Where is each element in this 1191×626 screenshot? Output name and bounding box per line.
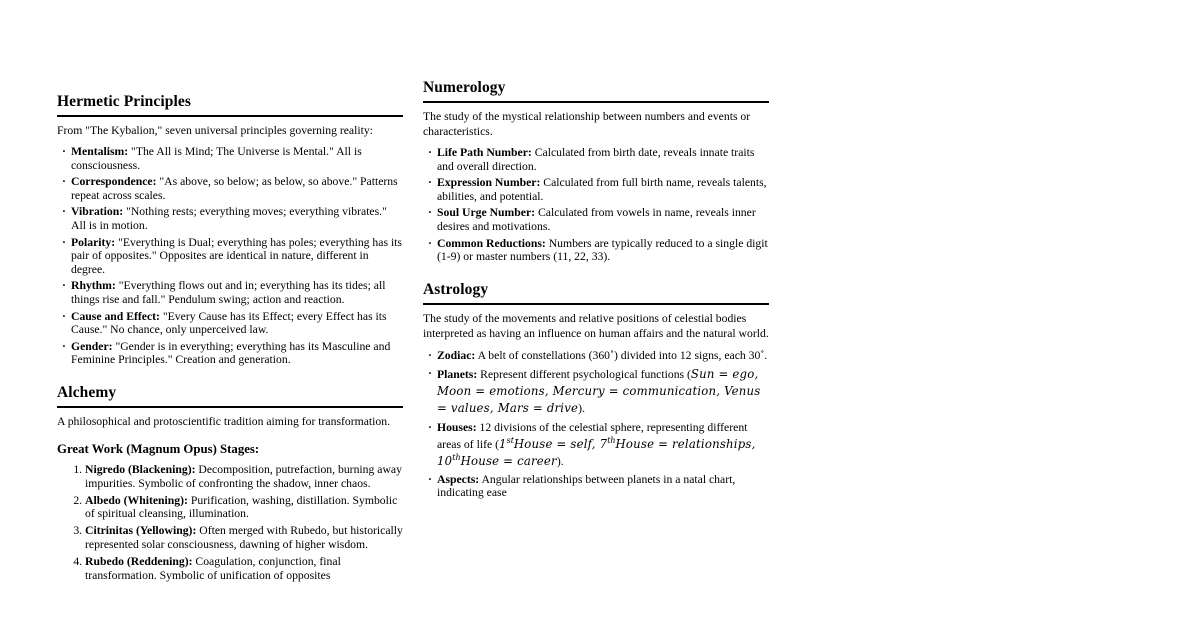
list-item-polarity: · Polarity: "Everything is Dual; everything has poles; everything has its pair of opposites." Opposites are identical in nature, different in degree. <box>71 236 403 277</box>
alchemy-stages-subheading: Great Work (Magnum Opus) Stages: <box>57 441 260 456</box>
left-column <box>57 93 403 586</box>
list-item-life-path-number: · Life Path Number: Calculated from birth date, reveals innate traits and overall direction. <box>437 146 769 173</box>
list-item-expression-number: · Expression Number: Calculated from full birth name, reveals talents, abilities, and potential. <box>437 176 769 203</box>
list-item-rubedo: 4. Rubedo (Reddening): Coagulation, conjunction, final transformation. Symbolic of unification of opposites <box>85 555 403 582</box>
section-title-numerology: Numerology <box>423 79 769 103</box>
list-item-correspondence: · Correspondence: "As above, so below; as below, so above." Patterns repeat across scales. <box>71 175 403 202</box>
section-title-hermetic: Hermetic Principles <box>57 93 403 117</box>
alchemy-intro: A philosophical and protoscientific tradition aiming for transformation. <box>57 414 391 428</box>
right-column <box>423 79 769 503</box>
list-item-soul-urge-number: · Soul Urge Number: Calculated from vowels in name, reveals inner desires and motivations. <box>437 206 769 233</box>
section-astrology <box>423 281 769 500</box>
numerology-list <box>423 146 769 264</box>
hermetic-principles-list <box>57 145 403 367</box>
section-title-alchemy: Alchemy <box>57 384 403 408</box>
astrology-intro: The study of the movements and relative positions of celestial bodies interpreted as having an influence on human affairs and the natural world. <box>423 311 769 340</box>
magnum-opus-stages-list <box>57 463 403 582</box>
list-item-nigredo: 1. Nigredo (Blackening): Decomposition, putrefaction, burning away impurities. Symbolic of confronting the shadow, inner chaos. <box>85 463 403 490</box>
list-item-aspects: · Aspects: Angular relationships between planets in a natal chart, indicating ease <box>437 473 769 500</box>
section-hermetic-principles <box>57 93 403 367</box>
list-item-citrinitas: 3. Citrinitas (Yellowing): Often merged with Rubedo, but historically represented solar consciousness, dawning of higher wisdom. <box>85 524 403 551</box>
list-item-vibration: · Vibration: "Nothing rests; everything moves; everything vibrates." All is in motion. <box>71 205 403 232</box>
list-item-mentalism: · Mentalism: "The All is Mind; The Universe is Mental." All is consciousness. <box>71 145 403 172</box>
list-item-cause-and-effect: · Cause and Effect: "Every Cause has its Effect; every Effect has its Cause." No chance, only unperceived law. <box>71 310 403 337</box>
list-item-zodiac: · Zodiac: A belt of constellations (360∘) divided into 12 signs, each 30∘. <box>437 348 769 363</box>
section-alchemy <box>57 384 403 582</box>
list-item-houses: · Houses: 12 divisions of the celestial sphere, representing different areas of life (1stHouse = self, 7thHouse = relationships, 10thHouse = career). <box>437 420 769 470</box>
numerology-intro: The study of the mystical relationship between numbers and events or characteristics. <box>423 110 751 138</box>
section-numerology <box>423 79 769 264</box>
list-item-planets: · Planets: Represent different psychological functions (Sun = ego, Moon = emotions, Mercury = communication, Venus = values, Mars = drive). <box>437 366 769 417</box>
astrology-list <box>423 348 769 500</box>
list-item-common-reductions: · Common Reductions: Numbers are typically reduced to a single digit (1-9) or master numbers (11, 22, 33). <box>437 237 769 264</box>
list-item-albedo: 2. Albedo (Whitening): Purification, washing, distillation. Symbolic of spiritual cleansing, illumination. <box>85 494 403 521</box>
list-item-gender: · Gender: "Gender is in everything; everything has its Masculine and Feminine Principles." Creation and generation. <box>71 340 403 367</box>
list-item-rhythm: · Rhythm: "Everything flows out and in; everything has its tides; all things rise and fall." Pendulum swing; action and reaction. <box>71 279 403 306</box>
hermetic-intro: From "The Kybalion," seven universal principles governing reality: <box>57 124 373 137</box>
section-title-astrology: Astrology <box>423 281 769 305</box>
